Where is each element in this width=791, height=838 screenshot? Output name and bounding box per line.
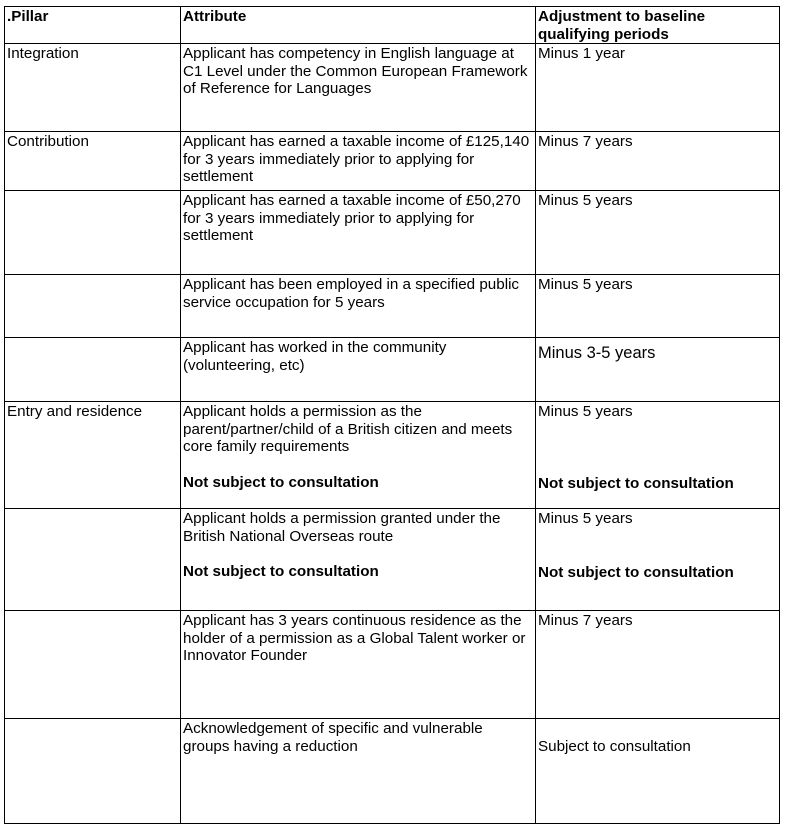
table-row <box>5 191 780 275</box>
adjustment-note: Not subject to consultation <box>538 563 734 581</box>
attribute-cell: Acknowledgement of specific and vulnerable groups having a reduction <box>181 719 536 824</box>
attribute-cell: Applicant has earned a taxable income of £125,140 for 3 years immediately prior to applying for settlement <box>181 132 536 191</box>
adjustment-value: Minus 5 years <box>538 403 633 421</box>
attribute-cell: Applicant has worked in the community (volunteering, etc) <box>181 338 536 402</box>
adjustment-cell <box>536 338 780 402</box>
header-attribute: Attribute <box>181 7 536 44</box>
attribute-cell: Applicant has 3 years continuous residence as the holder of a permission as a Global Talent worker or Innovator Founder <box>181 611 536 719</box>
attribute-cell: Applicant has been employed in a specified public service occupation for 5 years <box>181 275 536 338</box>
attribute-text: Applicant holds a permission as the parent/partner/child of a British citizen and meets core family requirements <box>183 403 513 456</box>
table-row <box>5 338 780 402</box>
attribute-cell <box>181 509 536 611</box>
adjustment-value: Subject to consultation <box>538 738 691 756</box>
table-row <box>5 509 780 611</box>
attribute-text: Applicant holds a permission granted under the British National Overseas route <box>183 510 501 545</box>
adjustment-value: Minus 5 years <box>538 510 633 528</box>
adjustment-cell: Minus 5 years <box>536 191 780 275</box>
header-pillar: .Pillar <box>5 7 181 44</box>
adjustment-cell: Minus 5 years <box>536 275 780 338</box>
adjustment-cell <box>536 402 780 509</box>
attribute-cell: Applicant has competency in English language at C1 Level under the Common European Framework of Reference for Languages <box>181 44 536 132</box>
pillar-cell <box>5 338 181 402</box>
table-row <box>5 611 780 719</box>
table-row <box>5 275 780 338</box>
table-row <box>5 132 780 191</box>
settlement-adjustments-table <box>4 6 780 824</box>
pillar-cell: Contribution <box>5 132 181 191</box>
adjustment-cell <box>536 719 780 824</box>
adjustment-note: Not subject to consultation <box>538 474 734 492</box>
pillar-cell <box>5 509 181 611</box>
table-row <box>5 719 780 824</box>
table-row <box>5 44 780 132</box>
adjustment-cell: Minus 1 year <box>536 44 780 132</box>
pillar-cell <box>5 611 181 719</box>
pillar-cell <box>5 275 181 338</box>
adjustment-cell: Minus 7 years <box>536 132 780 191</box>
adjustment-value: Minus 3-5 years <box>538 344 656 363</box>
pillar-cell <box>5 719 181 824</box>
table-row <box>5 402 780 509</box>
attribute-cell <box>181 402 536 509</box>
attribute-note: Not subject to consultation <box>183 563 379 581</box>
adjustment-cell: Minus 7 years <box>536 611 780 719</box>
table-header-row <box>5 7 780 44</box>
attribute-note: Not subject to consultation <box>183 473 379 491</box>
pillar-cell: Integration <box>5 44 181 132</box>
pillar-cell: Entry and residence <box>5 402 181 509</box>
adjustment-cell <box>536 509 780 611</box>
pillar-cell <box>5 191 181 275</box>
attribute-cell: Applicant has earned a taxable income of £50,270 for 3 years immediately prior to applying for settlement <box>181 191 536 275</box>
header-adjustment: Adjustment to baseline qualifying periods <box>536 7 780 44</box>
